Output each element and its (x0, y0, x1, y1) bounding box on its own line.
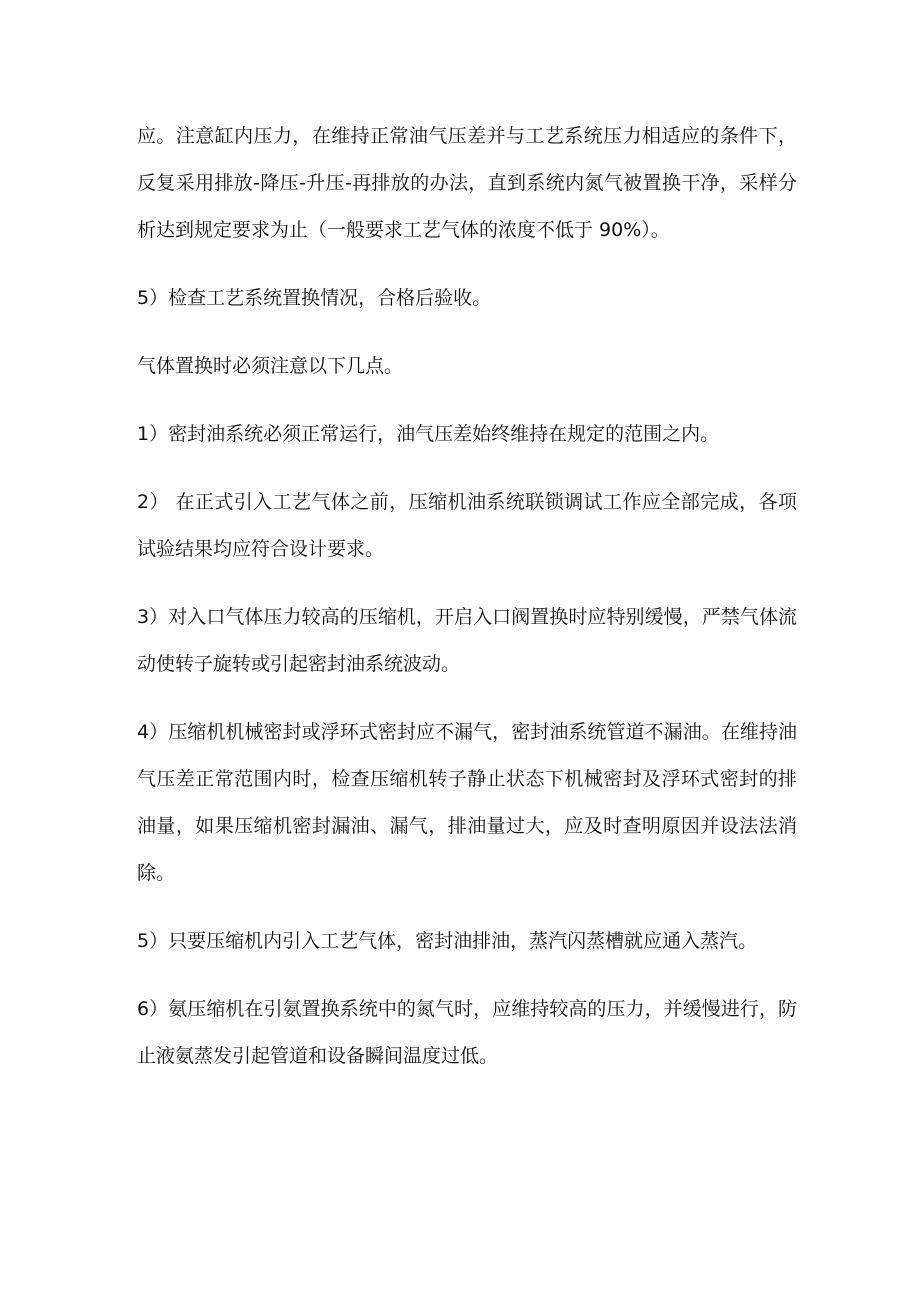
paragraph-step-5-inspection: 5）检查工艺系统置换情况，合格后验收。 (137, 287, 492, 309)
paragraph-note-5: 5）只要压缩机内引入工艺气体，密封油排油，蒸汽闪蒸槽就应通入蒸汽。 (137, 930, 758, 952)
paragraph-note-6: 6）氨压缩机在引氨置换系统中的氮气时，应维持较高的压力，并缓慢进行，防止液氨蒸发引起管道和设备瞬间温度过低。 (137, 998, 797, 1067)
paragraph-note-2: 2） 在正式引入工艺气体之前，压缩机油系统联锁调试工作应全部完成，各项试验结果均应符合设计要求。 (137, 491, 797, 560)
paragraph-notes-heading: 气体置换时必须注意以下几点。 (137, 355, 404, 377)
paragraph-note-1: 1）密封油系统必须正常运行，油气压差始终维持在规定的范围之内。 (137, 423, 720, 445)
document-body (137, 113, 797, 1101)
paragraph-continuation: 应。注意缸内压力，在维持正常油气压差并与工艺系统压力相适应的条件下，反复采用排放-降压-升压-再排放的办法，直到系统内氮气被置换干净，采样分析达到规定要求为止（一般要求工艺气体的浓度不低于 90%）。 (137, 125, 797, 241)
paragraph-note-3: 3）对入口气体压力较高的压缩机，开启入口阀置换时应特别缓慢，严禁气体流动使转子旋转或引起密封油系统波动。 (137, 606, 797, 675)
paragraph-note-4: 4）压缩机机械密封或浮环式密封应不漏气，密封油系统管道不漏油。在维持油气压差正常范围内时，检查压缩机转子静止状态下机械密封及浮环式密封的排油量，如果压缩机密封漏油、漏气，排油量过大，应及时查明原因并设法法消除。 (137, 721, 797, 884)
